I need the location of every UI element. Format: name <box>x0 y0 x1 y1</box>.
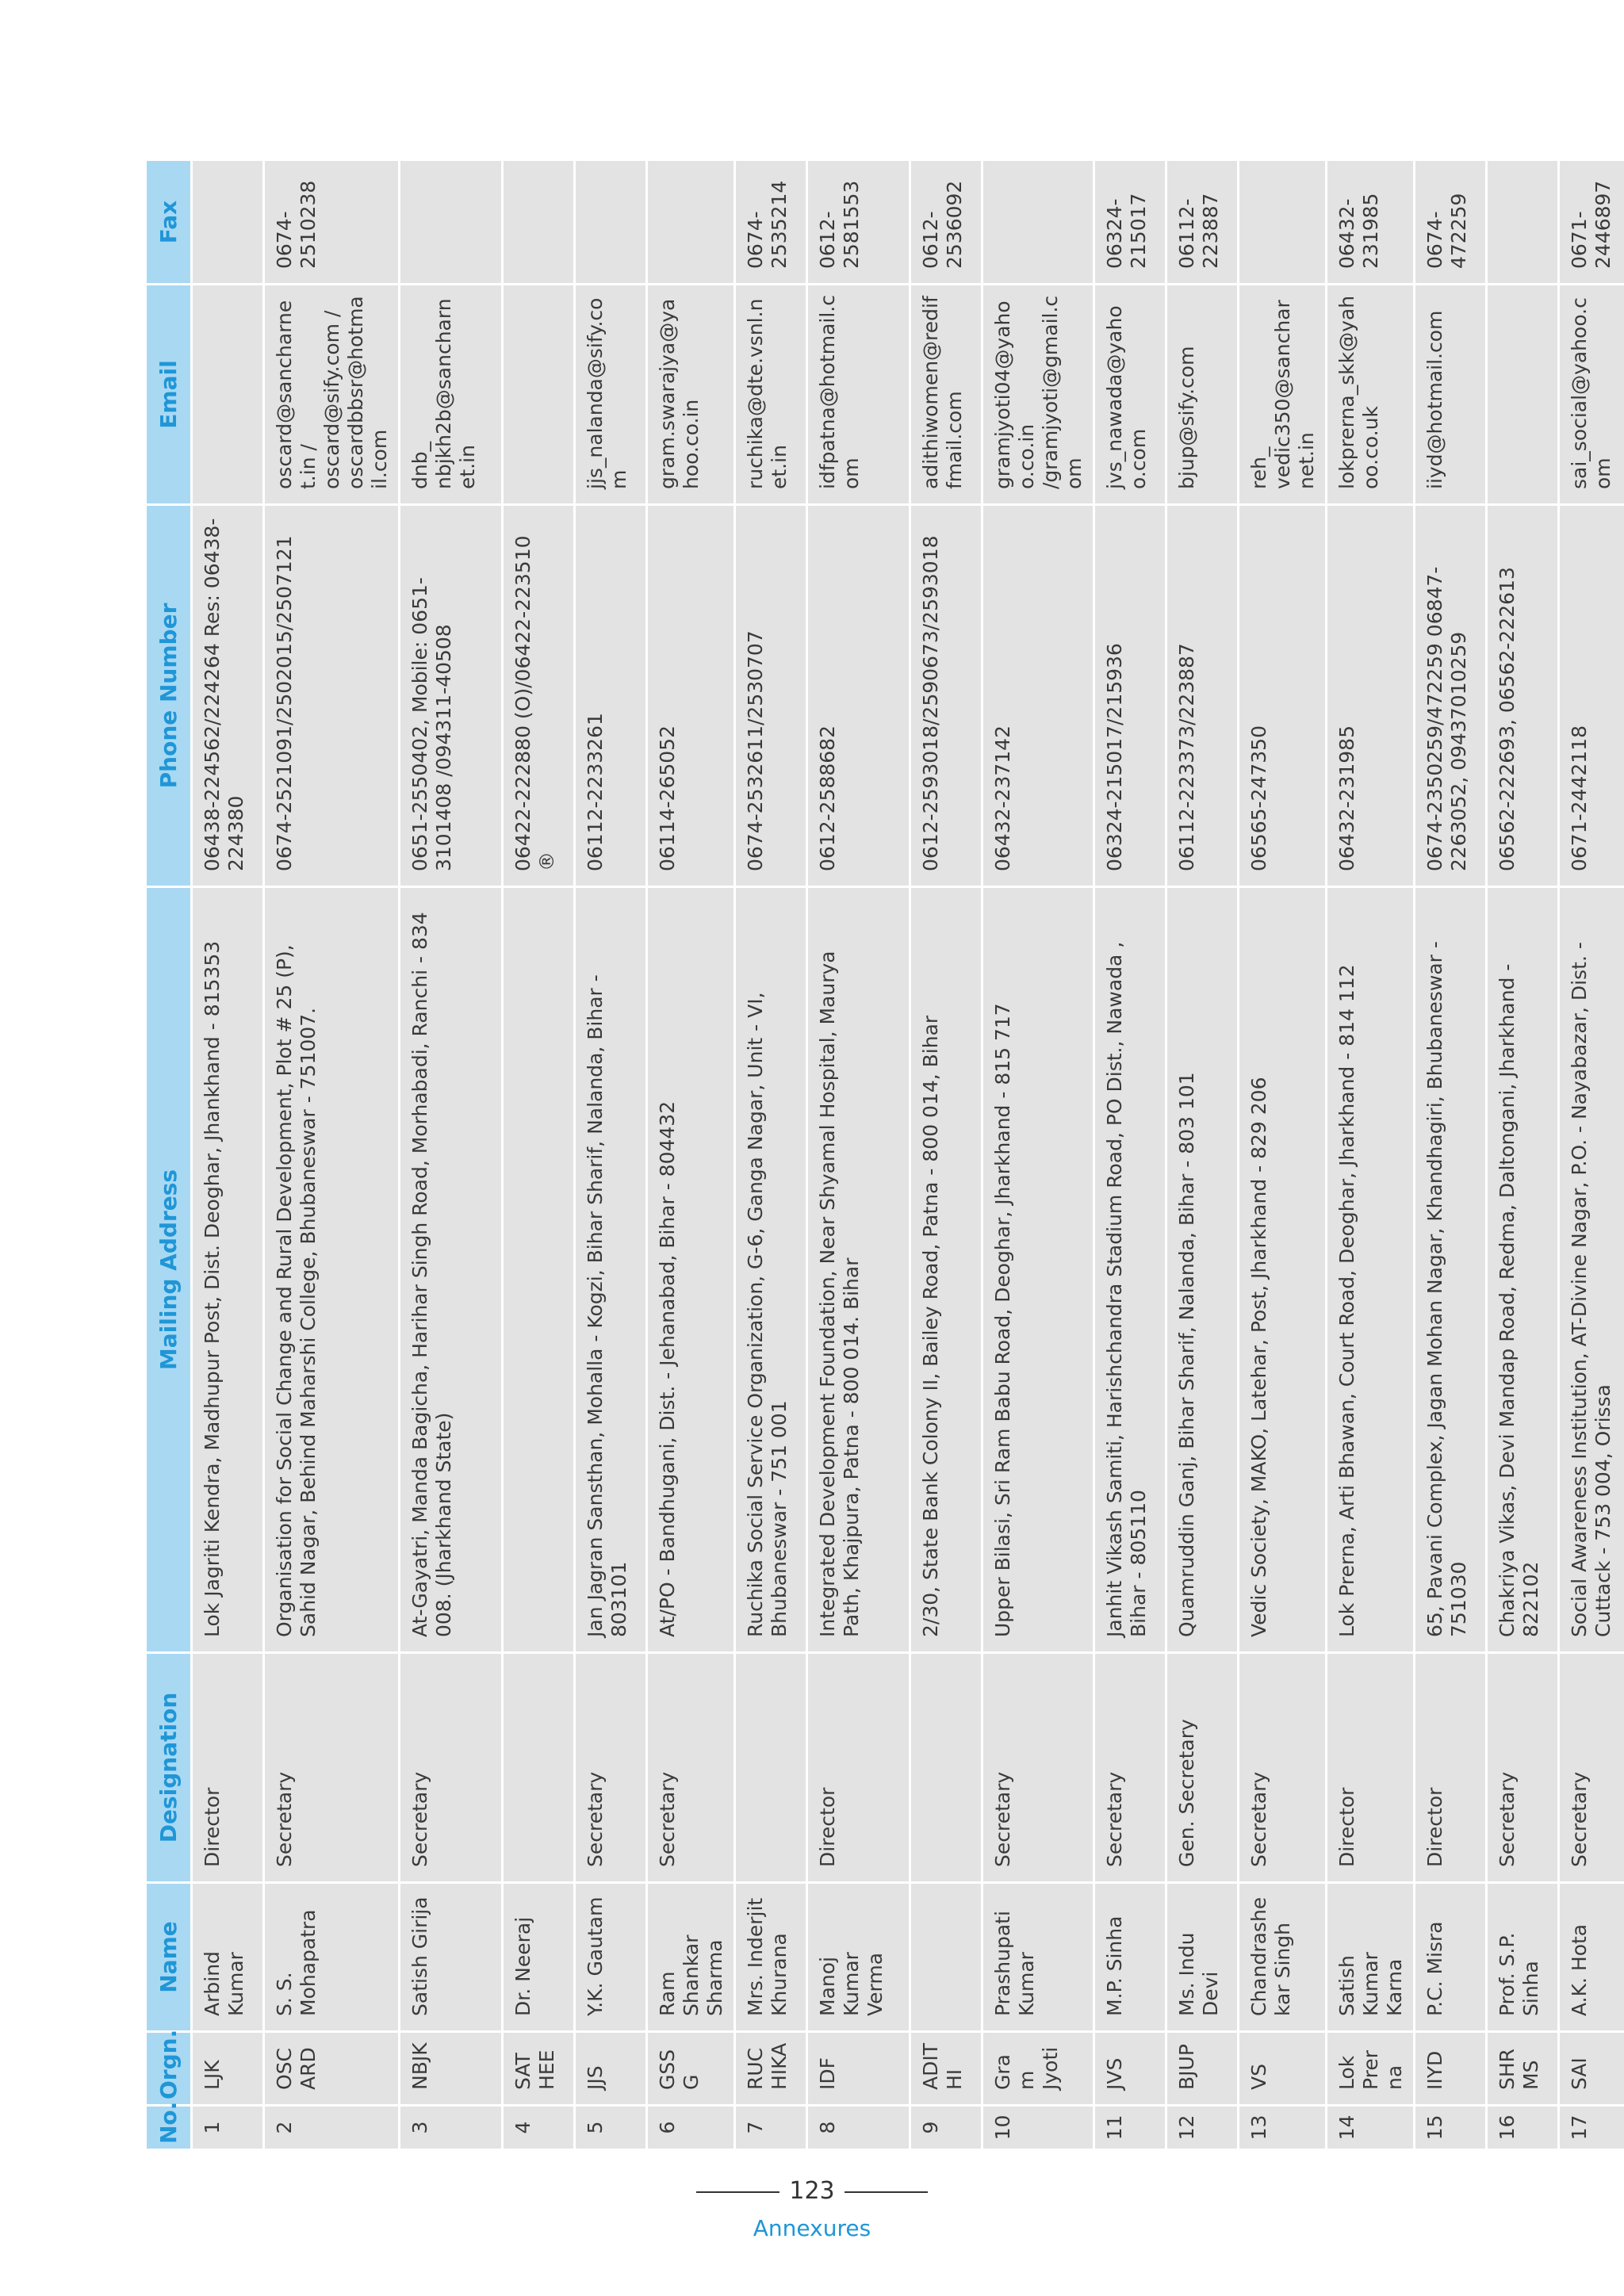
cell-email: reh_ vedic350@sancharnet.in <box>1237 283 1325 503</box>
cell-orgn: IIYD <box>1413 2030 1485 2104</box>
cell-no: 12 <box>1165 2104 1237 2149</box>
table-row <box>981 159 1093 2149</box>
cell-phone: 06112-223373/223887 <box>1165 503 1237 886</box>
cell-fax <box>501 159 573 283</box>
cell-designation <box>733 1651 806 1881</box>
cell-name: Ms. Indu Devi <box>1165 1881 1237 2030</box>
table-row <box>806 159 909 2149</box>
section-label: Annexures <box>753 2215 871 2241</box>
cell-designation: Secretary <box>1237 1651 1325 1881</box>
table-row <box>1237 159 1325 2149</box>
cell-email: gram.swarajya@yahoo.co.in <box>645 283 733 503</box>
cell-no: 5 <box>573 2104 645 2149</box>
page-number-rule-left <box>696 2191 779 2193</box>
cell-name: Manoj Kumar Verma <box>806 1881 909 2030</box>
cell-orgn: GSSG <box>645 2030 733 2104</box>
cell-designation: Director <box>1413 1651 1485 1881</box>
cell-fax <box>190 159 262 283</box>
cell-phone: 0612-2588682 <box>806 503 909 886</box>
cell-fax: 0674-2510238 <box>262 159 398 283</box>
cell-name: Y.K. Gautam <box>573 1881 645 2030</box>
cell-phone: 06112-2233261 <box>573 503 645 886</box>
cell-email <box>501 283 573 503</box>
cell-orgn: SHRMS <box>1485 2030 1557 2104</box>
cell-no: 10 <box>981 2104 1093 2149</box>
cell-fax <box>1485 159 1557 283</box>
cell-fax: 0671-2446897 <box>1557 159 1624 283</box>
cell-no: 14 <box>1325 2104 1413 2149</box>
table-row <box>645 159 733 2149</box>
table-row <box>909 159 981 2149</box>
cell-address: Social Awareness Institution, AT-Divine Nagar, P.O. - Nayabazar, Dist. - Cuttack - 753 004, Orissa <box>1557 886 1624 1651</box>
table-row <box>1557 159 1624 2149</box>
cell-phone: 06432-237142 <box>981 503 1093 886</box>
cell-no: 16 <box>1485 2104 1557 2149</box>
cell-name <box>909 1881 981 2030</box>
cell-email: ruchika@dte.vsnl.net.in <box>733 283 806 503</box>
cell-email: bjup@sify.com <box>1165 283 1237 503</box>
cell-phone: 06324-215017/215936 <box>1093 503 1165 886</box>
rotated-page <box>147 159 1614 2149</box>
cell-fax: 06432-231985 <box>1325 159 1413 283</box>
table-row <box>1413 159 1485 2149</box>
cell-fax: 06112-223887 <box>1165 159 1237 283</box>
cell-email: jvs_nawada@yahoo.com <box>1093 283 1165 503</box>
cell-address: At-Gayatri, Manda Bagicha, Harihar Singh Road, Morhabadi, Ranchi - 834 008. (Jharkhand State) <box>398 886 501 1651</box>
cell-orgn: Gram Jyoti <box>981 2030 1093 2104</box>
table-row <box>573 159 645 2149</box>
cell-no: 15 <box>1413 2104 1485 2149</box>
table-row <box>1093 159 1165 2149</box>
cell-address: Ruchika Social Service Organization, G-6, Ganga Nagar, Unit - VI, Bhubaneswar - 751 001 <box>733 886 806 1651</box>
page-number-rule-right <box>845 2191 928 2193</box>
cell-name: Satish Girija <box>398 1881 501 2030</box>
cell-name: Arbind Kumar <box>190 1881 262 2030</box>
cell-designation: Secretary <box>1093 1651 1165 1881</box>
cell-orgn: SAI <box>1557 2030 1624 2104</box>
cell-name: Chandrashekar Singh <box>1237 1881 1325 2030</box>
cell-name: Ram Shankar Sharma <box>645 1881 733 2030</box>
header-mailing-address: Mailing Address <box>147 886 190 1651</box>
cell-address: Organisation for Social Change and Rural Development, Plot # 25 (P), Sahid Nagar, Behind Maharshi College, Bhubaneswar - 751007. <box>262 886 398 1651</box>
cell-address: Quamruddin Ganj, Bihar Sharif, Nalanda, Bihar - 803 101 <box>1165 886 1237 1651</box>
cell-phone: 0674-2532611/2530707 <box>733 503 806 886</box>
cell-phone: 06565-247350 <box>1237 503 1325 886</box>
cell-no: 8 <box>806 2104 909 2149</box>
cell-orgn: OSCARD <box>262 2030 398 2104</box>
cell-orgn: BJUP <box>1165 2030 1237 2104</box>
cell-name: Dr. Neeraj <box>501 1881 573 2030</box>
cell-no: 13 <box>1237 2104 1325 2149</box>
header-phone-number: Phone Number <box>147 503 190 886</box>
cell-phone: 06114-265052 <box>645 503 733 886</box>
cell-email: iiyd@hotmail.com <box>1413 283 1485 503</box>
cell-address: Chakriya Vikas, Devi Mandap Road, Redma, Daltongani, Jharkhand - 822102 <box>1485 886 1557 1651</box>
cell-no: 17 <box>1557 2104 1624 2149</box>
page-number-text: 123 <box>789 2177 835 2205</box>
cell-orgn: ADITHI <box>909 2030 981 2104</box>
cell-no: 6 <box>645 2104 733 2149</box>
table-row <box>1485 159 1557 2149</box>
table-row <box>733 159 806 2149</box>
cell-email: sai_social@yahoo.com <box>1557 283 1624 503</box>
cell-address: Integrated Development Foundation, Near Shyamal Hospital, Maurya Path, Khajpura, Patna - 800 014. Bihar <box>806 886 909 1651</box>
contacts-table <box>147 159 1624 2149</box>
cell-address: 65, Pavani Complex, Jagan Mohan Nagar, Khandhagiri, Bhubaneswar - 751030 <box>1413 886 1485 1651</box>
cell-phone: 06438-224562/224264 Res: 06438-224380 <box>190 503 262 886</box>
cell-designation: Secretary <box>398 1651 501 1881</box>
cell-phone: 06562-222693, 06562-222613 <box>1485 503 1557 886</box>
cell-phone: 0671-2442118 <box>1557 503 1624 886</box>
cell-address: Janhit Vikash Samiti, Harishchandra Stadium Road, PO Dist., Nawada , Bihar - 805110 <box>1093 886 1165 1651</box>
header-designation: Designation <box>147 1651 190 1881</box>
cell-designation: Secretary <box>1557 1651 1624 1881</box>
cell-email: lokprerna_skk@yahoo.co.uk <box>1325 283 1413 503</box>
cell-address <box>501 886 573 1651</box>
cell-address: Jan Jagran Sansthan, Mohalla - Kogzi, Bihar Sharif, Nalanda, Bihar - 803101 <box>573 886 645 1651</box>
cell-fax: 0674-2535214 <box>733 159 806 283</box>
cell-designation: Secretary <box>262 1651 398 1881</box>
cell-address: At/PO - Bandhugani, Dist. - Jehanabad, Bihar - 804432 <box>645 886 733 1651</box>
cell-orgn: RUCHIKA <box>733 2030 806 2104</box>
cell-address: Lok Prerna, Arti Bhawan, Court Road, Deoghar, Jharkhand - 814 112 <box>1325 886 1413 1651</box>
cell-name: S. S. Mohapatra <box>262 1881 398 2030</box>
cell-phone: 0674-2521091/2502015/2507121 <box>262 503 398 886</box>
header-fax: Fax <box>147 159 190 283</box>
header-orgn: Orgn. <box>147 2030 190 2104</box>
cell-designation: Gen. Secretary <box>1165 1651 1237 1881</box>
cell-fax: 06324-215017 <box>1093 159 1165 283</box>
cell-orgn: VS <box>1237 2030 1325 2104</box>
cell-no: 7 <box>733 2104 806 2149</box>
cell-address: Lok Jagriti Kendra, Madhupur Post, Dist. Deoghar, Jhankhand - 815353 <box>190 886 262 1651</box>
table-row <box>190 159 262 2149</box>
table-row <box>1325 159 1413 2149</box>
cell-no: 3 <box>398 2104 501 2149</box>
cell-fax: 0674-472259 <box>1413 159 1485 283</box>
cell-email: jjs_nalanda@sify.com <box>573 283 645 503</box>
cell-designation: Secretary <box>573 1651 645 1881</box>
cell-phone: 0674-2350259/472259 06847-2263052, 09437010259 <box>1413 503 1485 886</box>
cell-name: Prof. S.P. Sinha <box>1485 1881 1557 2030</box>
cell-orgn: NBJK <box>398 2030 501 2104</box>
cell-email <box>190 283 262 503</box>
cell-designation <box>501 1651 573 1881</box>
cell-orgn: LJK <box>190 2030 262 2104</box>
cell-name: P.C. Misra <box>1413 1881 1485 2030</box>
table-row <box>1165 159 1237 2149</box>
cell-designation: Director <box>806 1651 909 1881</box>
cell-designation: Secretary <box>981 1651 1093 1881</box>
cell-name: Satish Kumar Karna <box>1325 1881 1413 2030</box>
cell-fax <box>573 159 645 283</box>
cell-phone: 0612-2593018/2590673/2593018 <box>909 503 981 886</box>
cell-designation: Secretary <box>1485 1651 1557 1881</box>
cell-name: Mrs. Inderjit Khurana <box>733 1881 806 2030</box>
cell-address: Upper Bilasi, Sri Ram Babu Road, Deoghar, Jharkhand - 815 717 <box>981 886 1093 1651</box>
cell-email <box>1485 283 1557 503</box>
table-row <box>262 159 398 2149</box>
cell-email: gramjyoti04@yahoo.co.in /gramjyoti@gmail.com <box>981 283 1093 503</box>
cell-designation: Director <box>190 1651 262 1881</box>
cell-phone: 06432-231985 <box>1325 503 1413 886</box>
table-header-row <box>147 159 190 2149</box>
cell-no: 11 <box>1093 2104 1165 2149</box>
cell-fax <box>981 159 1093 283</box>
cell-no: 2 <box>262 2104 398 2149</box>
cell-phone: 0651-2550402, Mobile: 0651-3101408 /094311-40508 <box>398 503 501 886</box>
table-row <box>398 159 501 2149</box>
cell-fax <box>645 159 733 283</box>
cell-phone: 06422-222880 (O)/06422-223510 ® <box>501 503 573 886</box>
cell-designation: Director <box>1325 1651 1413 1881</box>
header-email: Email <box>147 283 190 503</box>
table-row <box>501 159 573 2149</box>
cell-orgn: JVS <box>1093 2030 1165 2104</box>
cell-orgn: Lok Prerna <box>1325 2030 1413 2104</box>
cell-no: 4 <box>501 2104 573 2149</box>
cell-orgn: JJS <box>573 2030 645 2104</box>
cell-fax: 0612-2536092 <box>909 159 981 283</box>
cell-address: Vedic Society, MAKO, Latehar, Post, Jharkhand - 829 206 <box>1237 886 1325 1651</box>
cell-email: idfpatna@hotmail.com <box>806 283 909 503</box>
cell-fax: 0612-2581553 <box>806 159 909 283</box>
cell-orgn: SATHEE <box>501 2030 573 2104</box>
header-name: Name <box>147 1881 190 2030</box>
page-number <box>0 2177 1624 2205</box>
cell-name: M.P. Sinha <box>1093 1881 1165 2030</box>
table-body <box>190 159 1624 2149</box>
cell-name: Prashupati Kumar <box>981 1881 1093 2030</box>
cell-fax <box>1237 159 1325 283</box>
cell-no: 1 <box>190 2104 262 2149</box>
cell-designation: Secretary <box>645 1651 733 1881</box>
cell-no: 9 <box>909 2104 981 2149</box>
cell-name: A.K. Hota <box>1557 1881 1624 2030</box>
cell-orgn: IDF <box>806 2030 909 2104</box>
cell-address: 2/30, State Bank Colony II, Bailey Road, Patna - 800 014, Bihar <box>909 886 981 1651</box>
cell-email: oscard@sancharnet.in / oscard@sify.com / oscardbbsr@hotmail.com <box>262 283 398 503</box>
cell-email: adithiwomen@rediffmail.com <box>909 283 981 503</box>
cell-designation <box>909 1651 981 1881</box>
cell-fax <box>398 159 501 283</box>
cell-email: dnb_ nbjkh2b@sancharnet.in <box>398 283 501 503</box>
header-no: No. <box>147 2104 190 2149</box>
